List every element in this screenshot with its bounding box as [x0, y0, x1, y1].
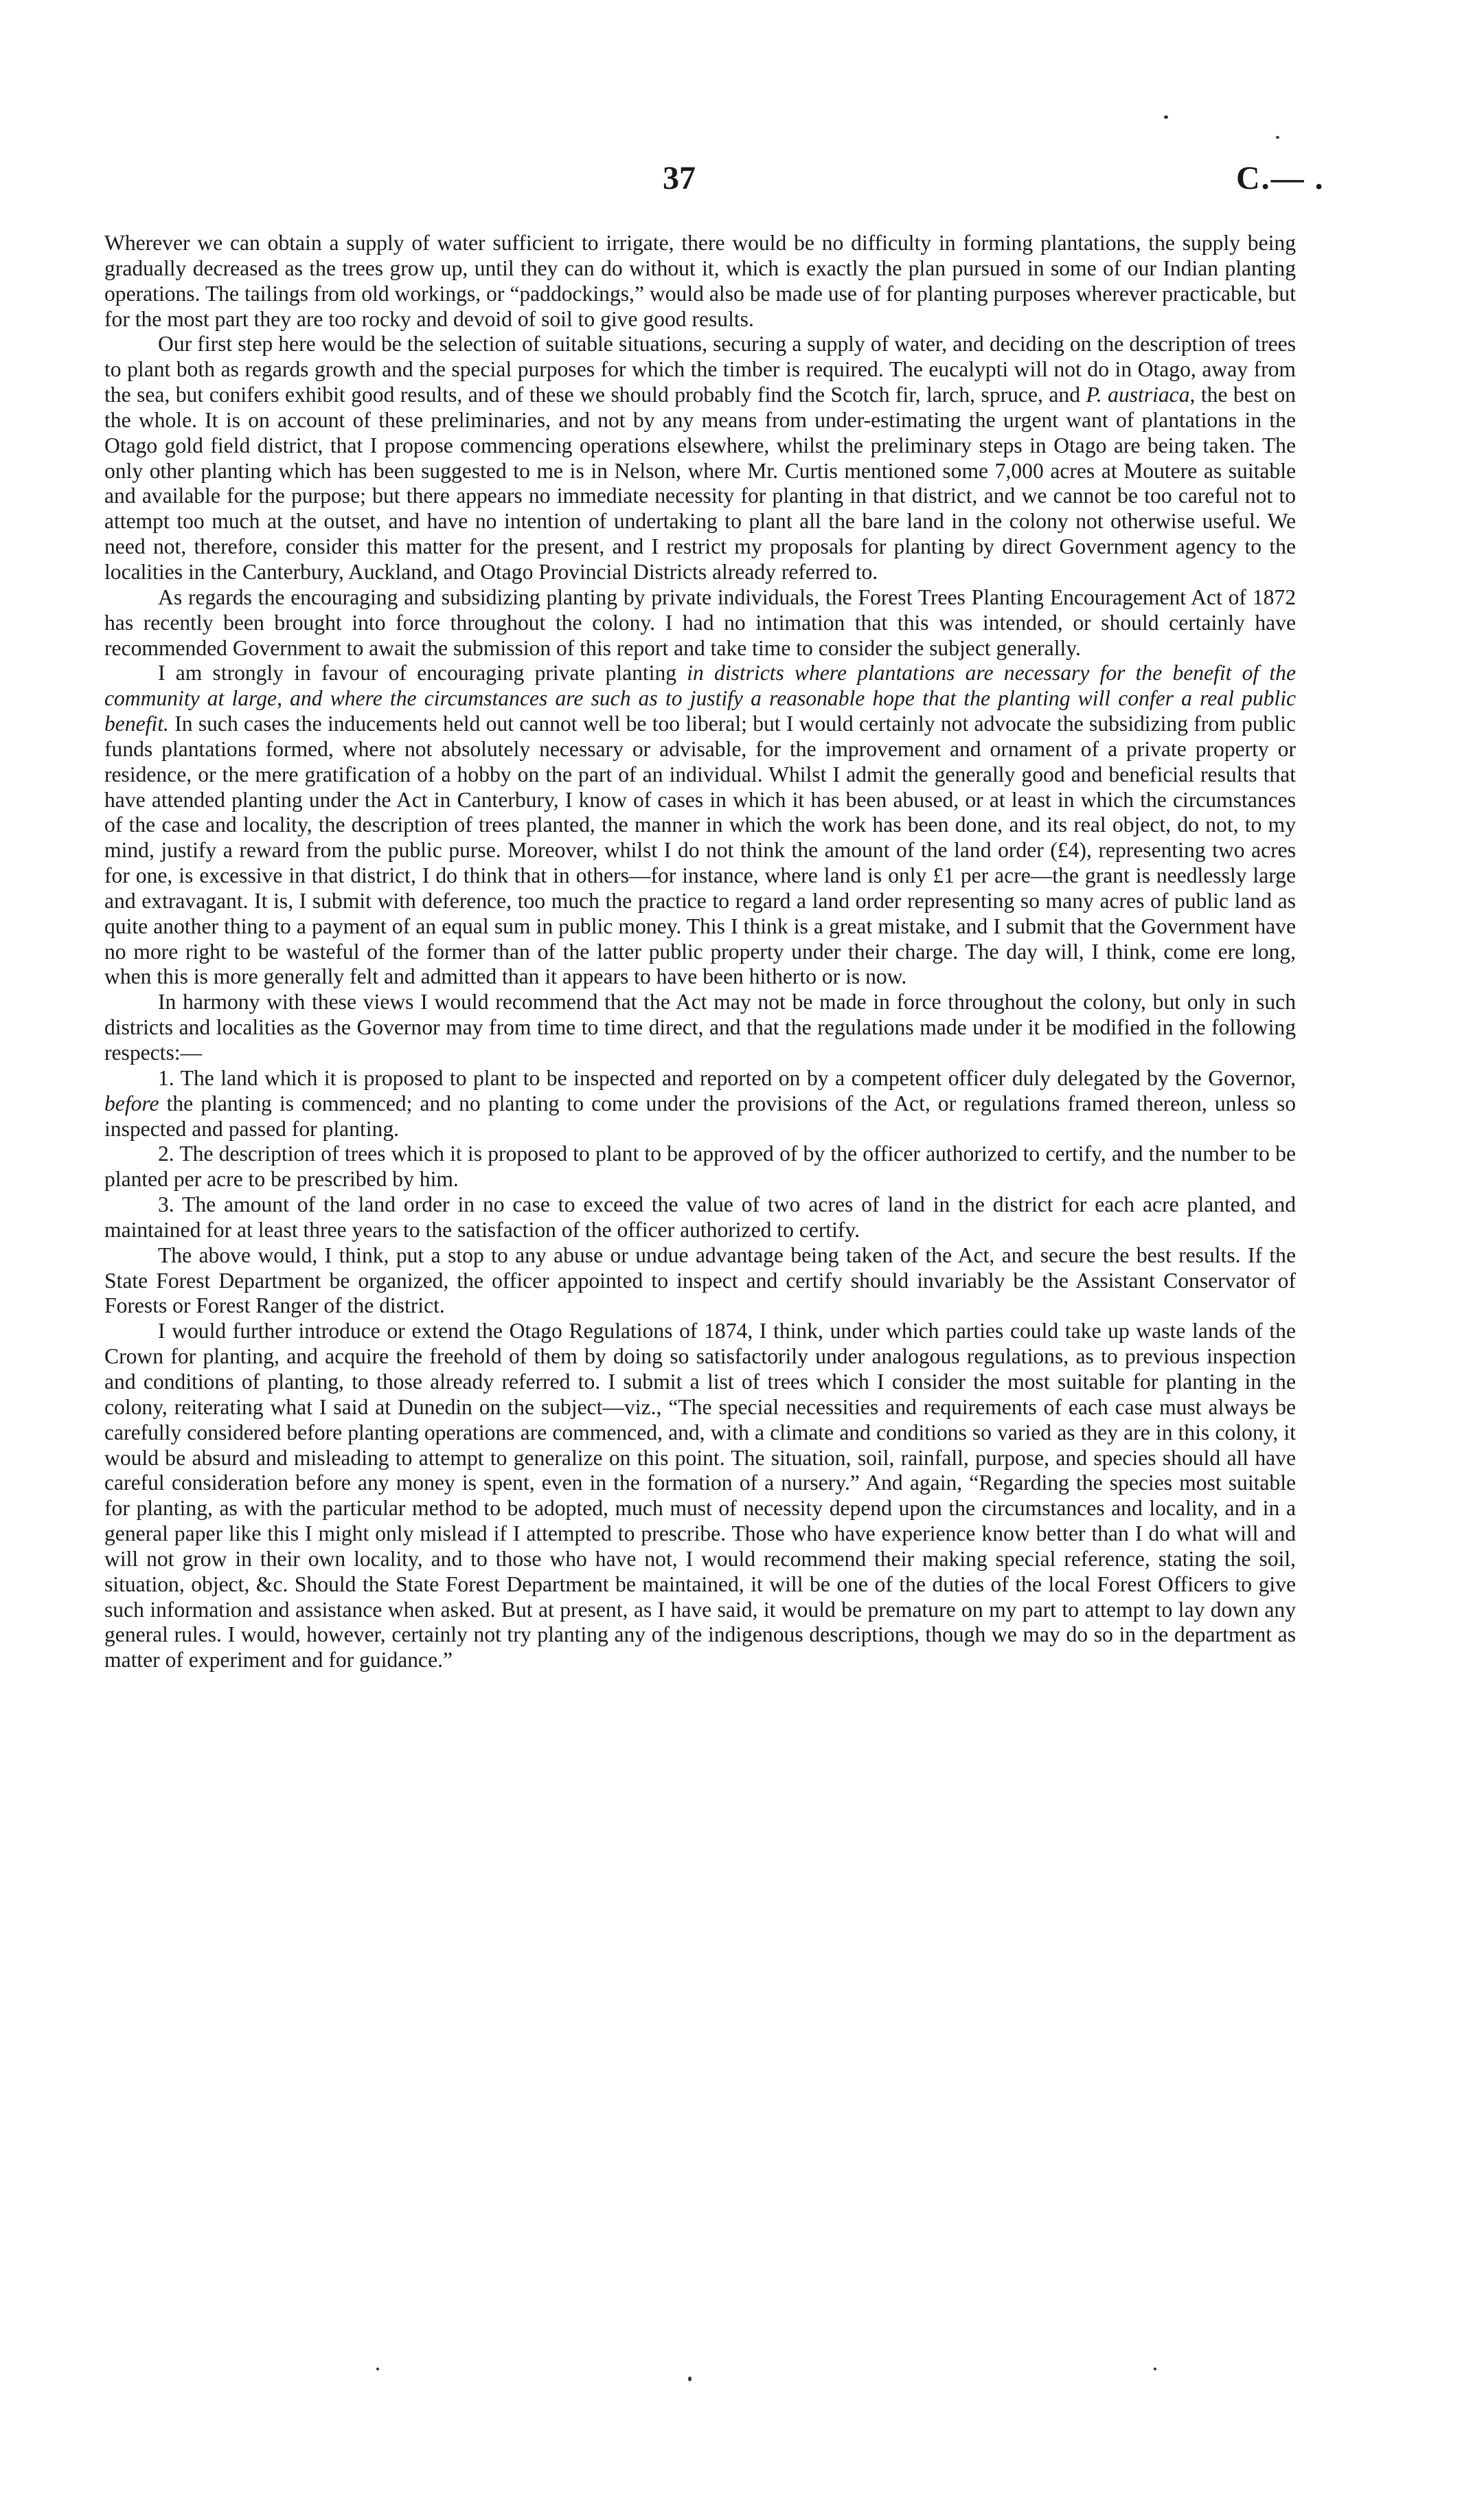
paragraph-first-step — [104, 332, 1296, 585]
paragraph-recommendation — [104, 990, 1296, 1066]
paragraph-text: In harmony with these views I would recommend that the Act may not be made in force throughout the colony, but only in such districts and localities as the Governor may from time to time direct, and that the regulations made under it be modified in the following respects:— — [104, 990, 1296, 1065]
paragraph-text: Our first step here would be the selection of suitable situations, securing a supply of water, and deciding on the description of trees to plant both as regards growth and the special purposes for which the timber is required. The eucalypti will not do in Otago, away from the sea, but conifers exhibit good results, and of these we should probably find the Scotch fir, larch, spruce, and P. austriaca, the best on the whole. It is on account of these preliminaries, and not by any means from under-estimating the urgent want of plantations in the Otago gold field district, that I propose commencing operations elsewhere, whilst the preliminary steps in Otago are being taken. The only other planting which has been suggested to me is in Nelson, where Mr. Curtis mentioned some 7,000 acres at Moutere as suitable and available for the purpose; but there appears no immediate necessity for planting in that district, and we cannot be too careful not to attempt too much at the outset, and have no intention of undertaking to plant all the bare land in the colony not otherwise useful. We need not, therefore, consider this matter for the present, and I restrict my proposals for planting by direct Government agency to the localities in the Canterbury, Auckland, and Otago Provincial Districts already referred to. — [104, 332, 1296, 584]
paragraph-encouragement-act — [104, 585, 1296, 661]
print-speck — [1154, 2368, 1156, 2370]
body-text — [104, 231, 1296, 1673]
paragraph-text: Wherever we can obtain a supply of water sufficient to irrigate, there would be no difficulty in forming plantations, the supply being gradually decreased as the trees grow up, until they can do without it, which is exactly the plan pursued in some of our Indian planting operations. The tailings from old workings, or “paddockings,” would also be made use of for planting purposes wherever practicable, but for the most part they are too rocky and devoid of soil to give good results. — [104, 231, 1296, 331]
regulation-item-3 — [104, 1192, 1296, 1243]
page-header — [0, 159, 1484, 214]
paragraph-text-start: I am strongly in favour of encouraging private planting — [158, 661, 687, 685]
regulation-text-start: 1. The land which it is proposed to plant to be inspected and reported on by a competent officer duly delegated by the Governor, — [158, 1065, 1296, 1090]
paragraph-text: As regards the encouraging and subsidizing planting by private individuals, the Forest Trees Planting Encouragement Act of 1872 has recently been brought into force throughout the colony. I had no intimation that this was intended, or should certainly have recommended Government to await the submission of this report and take time to consider the subject generally. — [104, 585, 1296, 660]
regulation-item-2 — [104, 1142, 1296, 1192]
paragraph-irrigation — [104, 231, 1296, 332]
paper-reference: C.— . — [1236, 160, 1325, 196]
regulation-text: 2. The description of trees which it is proposed to plant to be approved of by the officer authorized to certify, and the number to be planted per acre to be prescribed by him. — [104, 1142, 1296, 1192]
regulation-text-end: the planting is commenced; and no planting to come under the provisions of the Act, or regulations framed thereon, unless so inspected and passed for planting. — [104, 1091, 1296, 1141]
paragraph-text-end: In such cases the inducements held out cannot well be too liberal; but I would certainly not advocate the subsidizing from public funds plantations formed, where not absolutely necessary or advisable, for the improvement and ornament of a private property or residence, or the mere gratification of a hobby on the part of an individual. Whilst I admit the generally good and beneficial results that have attended planting under the Act in Canterbury, I know of cases in which it has been abused, or at least in which the circumstances of the case and locality, the description of trees planted, the manner in which the work has been done, and its real object, do not, to my mind, justify a reward from the public purse. Moreover, whilst I do not think the amount of the land order (£4), representing two acres for one, is excessive in that district, I do think that in others—for instance, where land is only £1 per acre—the grant is needlessly large and extravagant. It is, I submit with deference, too much the practice to regard a land order representing so many acres of public land as quite another thing to a payment of an equal sum in public money. This I think is a great mistake, and I submit that the Government have no more right to be wasteful of the former than of the latter public property under their charge. The day will, I think, come ere long, when this is more generally felt and admitted than it appears to have been hitherto or is now. — [104, 712, 1296, 989]
regulation-text: 3. The amount of the land order in no case to exceed the value of two acres of land in the district for each acre planted, and maintained for at least three years to the satisfaction of the officer authorized to certify. — [104, 1192, 1296, 1242]
print-speck — [1276, 136, 1279, 139]
paragraph-text: The above would, I think, put a stop to any abuse or undue advantage being taken of the Act, and secure the best results. If the State Forest Department be organized, the officer appointed to inspect and certify should invariably be the Assistant Conservator of Forests or Forest Ranger of the district. — [104, 1243, 1296, 1318]
paragraph-best-results — [104, 1243, 1296, 1319]
print-speck — [688, 2376, 692, 2381]
regulation-item-1 — [104, 1066, 1296, 1142]
page-number: 37 — [663, 160, 696, 196]
paragraph-otago-regulations — [104, 1319, 1296, 1673]
paragraph-italic-text: in districts where plantations are necessary for the benefit of the community at large, and where the circumstances are such as to justify a reasonable hope that the planting will confer a real public benefit. — [104, 661, 1296, 736]
paragraph-text: I would further introduce or extend the Otago Regulations of 1874, I think, under which parties could take up waste lands of the Crown for planting, and acquire the freehold of them by doing so satisfactorily under analogous regulations, as to previous inspection and conditions of planting, to those already referred to. I submit a list of trees which I consider the most suitable for planting in the colony, reiterating what I said at Dunedin on the subject—viz., “The special necessities and requirements of each case must always be carefully considered before planting operations are commenced, and, with a climate and conditions so varied as they are in this colony, it would be absurd and misleading to attempt to generalize on this point. The situation, soil, rainfall, purpose, and species should all have careful consideration before any money is spent, even in the formation of a nursery.” And again, “Regarding the species most suitable for planting, as with the particular method to be adopted, much must of necessity depend upon the circumstances and locality, and in a general paper like this I might only mislead if I attempted to prescribe. Those who have experience know better than I do what will and will not grow in their own locality, and to those who have not, I would recommend their making special reference, stating the soil, situation, object, &c. Should the State Forest Department be maintained, it will be one of the duties of the local Forest Officers to give such information and assistance when asked. But at present, as I have said, it would be premature on my part to attempt to lay down any general rules. I would, however, certainly not try planting any of the indigenous descriptions, though we may do so in the department as matter of experiment and for guidance.” — [104, 1319, 1296, 1672]
species-name: P. austriaca — [1086, 383, 1190, 407]
print-speck — [1164, 115, 1168, 119]
regulation-italic-text: before — [104, 1091, 159, 1115]
paragraph-private-planting — [104, 661, 1296, 990]
print-speck — [376, 2368, 379, 2370]
